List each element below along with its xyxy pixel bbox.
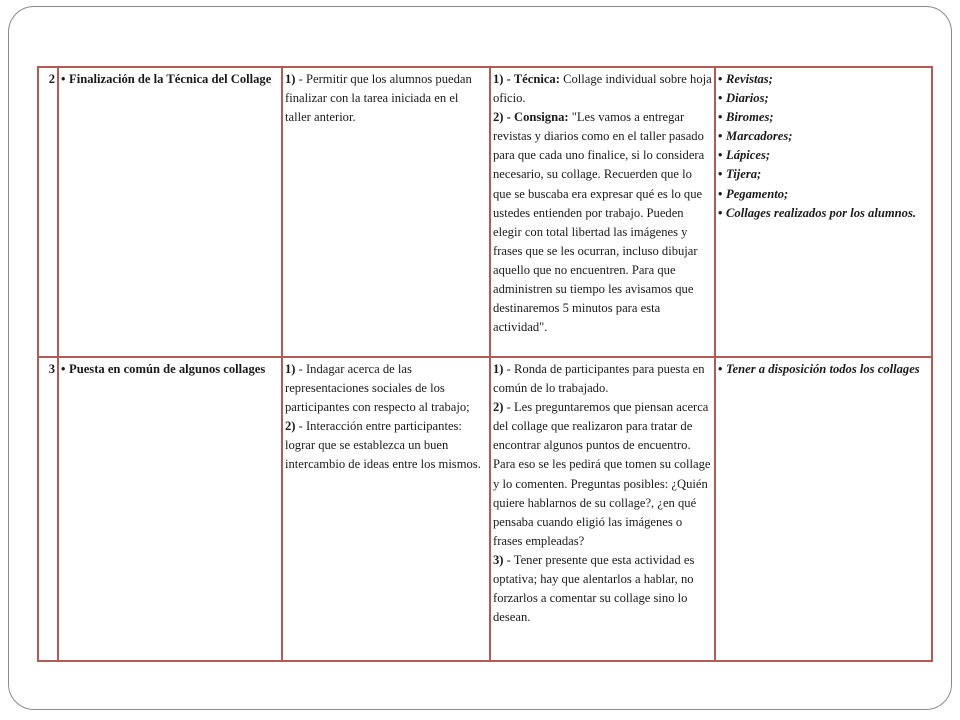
- material-item: • Collages realizados por los alumnos.: [718, 204, 929, 223]
- activity-number: 1): [493, 362, 504, 376]
- material-item: • Marcadores;: [718, 127, 929, 146]
- material-item: • Tijera;: [718, 165, 929, 184]
- table-row: [38, 67, 932, 357]
- material-item: • Tener a disposición todos los collages: [718, 360, 929, 379]
- objective-number: 2): [285, 419, 296, 434]
- activity-text: Collage individual sobre hoja oficio.: [493, 72, 712, 106]
- material-item: • Revistas;: [718, 70, 929, 89]
- row-number: 3: [38, 357, 58, 661]
- topic-text: • Puesta en común de algunos collages: [61, 360, 279, 379]
- activities-cell: [490, 357, 715, 661]
- objective-text: - Permitir que los alumnos puedan finalizar con la tarea iniciada en el taller anterior.: [285, 72, 472, 125]
- topic-cell: [58, 67, 282, 357]
- activity-label: - Consigna:: [503, 110, 569, 125]
- objective-text: - Interacción entre participantes: lograr que se establezca un buen intercambio de ideas entre los mismos.: [285, 419, 481, 472]
- material-item: • Lápices;: [718, 146, 929, 165]
- topic-cell: [58, 357, 282, 661]
- materials-cell: [715, 357, 932, 661]
- topic-text: • Finalización de la Técnica del Collage: [61, 70, 279, 89]
- activity-item: [493, 108, 712, 337]
- workshop-plan-table: [37, 66, 933, 662]
- activity-text: "Les vamos a entregar revistas y diarios como en el taller pasado para que cada uno finalice, si lo considera necesario, su collage. Recuerden que lo que se buscaba era expresar qué es lo que ustedes entienden por trabajo. Pueden elegir con total libertad las imágenes y frases que se les ocurran, incluso dibujar aquello que no encuentren. Para que administren su tiempo les avisamos que destinaremos 5 minutos para esta actividad".: [493, 110, 705, 335]
- activity-item: [493, 398, 712, 551]
- material-item: • Pegamento;: [718, 185, 929, 204]
- material-item: • Biromes;: [718, 108, 929, 127]
- objective-item: [285, 417, 487, 474]
- materials-cell: [715, 67, 932, 357]
- objective-text: - Indagar acerca de las representaciones sociales de los participantes con respecto al trabajo;: [285, 362, 470, 415]
- objective-number: 1): [285, 72, 296, 86]
- row-number: 2: [38, 67, 58, 357]
- objectives-cell: [282, 67, 490, 357]
- material-item: • Diarios;: [718, 89, 929, 108]
- objective-item: [285, 360, 487, 417]
- activity-number: 2): [493, 110, 504, 125]
- activity-number: 2): [493, 400, 504, 415]
- table-row: [38, 357, 932, 661]
- activities-cell: [490, 67, 715, 357]
- objectives-cell: [282, 357, 490, 661]
- activity-label: - Técnica:: [503, 72, 560, 86]
- activity-item: [493, 360, 712, 398]
- activity-number: 3): [493, 552, 504, 567]
- activity-item: [493, 551, 712, 627]
- activity-number: 1): [493, 72, 504, 86]
- activity-text: - Ronda de participantes para puesta en común de lo trabajado.: [493, 362, 705, 396]
- objective-number: 1): [285, 362, 296, 376]
- activity-text: - Tener presente que esta actividad es optativa; hay que alentarlos a hablar, no forzarlos a comentar su collage sino lo desean.: [493, 552, 695, 625]
- objective-item: [285, 70, 487, 127]
- activity-item: [493, 70, 712, 108]
- activity-text: - Les preguntaremos que piensan acerca del collage que realizaron para tratar de encontrar algunos puntos de encuentro. Para eso se les pedirá que tomen su collage y lo comenten. Preguntas posibles: ¿Quién quiere hablarnos de su collage?, ¿en qué pensaba cuando eligió las imágenes o frases empleadas?: [493, 400, 711, 548]
